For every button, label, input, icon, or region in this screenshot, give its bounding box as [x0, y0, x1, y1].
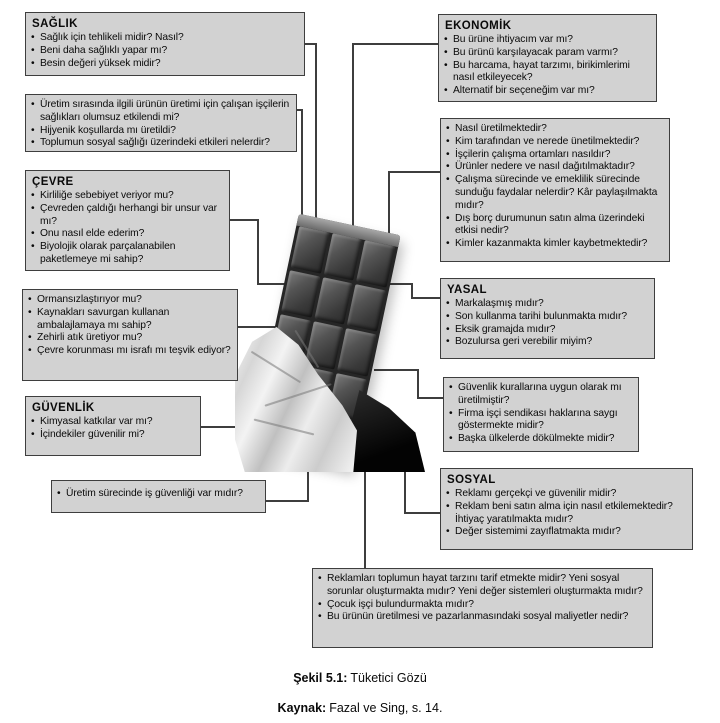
- question-text: Çevre korunması mı israfı mı teşvik ediyor?: [37, 345, 231, 357]
- question-item: [57, 488, 260, 501]
- question-text: Biyolojik olarak parçalanabilen paketlemeye mi sahip?: [40, 241, 176, 265]
- bullet-glyph: •: [446, 500, 450, 512]
- question-text: Nasıl üretilmektedir?: [455, 123, 547, 134]
- question-item: [446, 488, 687, 501]
- question-text: Bu ürünün üretilmesi ve pazarlanmasındaki sosyal maliyetler nedir?: [327, 611, 629, 623]
- bullet-glyph: •: [446, 148, 450, 160]
- question-item: [28, 307, 232, 333]
- bullet-glyph: •: [444, 85, 448, 97]
- box-uretim-standartlari: [443, 377, 639, 452]
- bullet-glyph: •: [31, 44, 35, 56]
- bullet-glyph: •: [31, 124, 35, 136]
- bullet-glyph: •: [446, 488, 450, 499]
- chocolate-chunk: [314, 277, 353, 325]
- box-items: [31, 190, 224, 267]
- bullet-glyph: •: [449, 433, 453, 445]
- bullet-glyph: •: [446, 212, 450, 224]
- chocolate-chunk: [356, 240, 395, 288]
- connector-sosyal-h: [404, 512, 440, 514]
- question-item: [446, 298, 649, 311]
- question-item: [31, 45, 299, 58]
- question-text: Üretim sürecinde iş güvenliği var mıdır?: [66, 488, 243, 499]
- question-item: [446, 526, 687, 539]
- bullet-glyph: •: [446, 161, 450, 173]
- question-text: Eksik gramajda mıdır?: [455, 323, 556, 335]
- question-text: Besin değeri yüksek midir?: [40, 57, 161, 69]
- question-text: Değer sistemimi zayıflatmakta mıdır?: [455, 526, 621, 538]
- bullet-glyph: •: [446, 310, 450, 322]
- question-item: [31, 203, 224, 229]
- question-text: Üretim sırasında ilgili ürünün üretimi için çalışan işçilerin sağlıkları olumsuz etkilendi mi?: [40, 99, 290, 123]
- box-cevre: [25, 170, 230, 271]
- box-items: [57, 488, 260, 501]
- bullet-glyph: •: [446, 174, 450, 186]
- bullet-glyph: •: [446, 135, 450, 147]
- question-item: [446, 324, 649, 337]
- question-text: Ürünler nedere ve nasıl dağıtılmaktadır?: [455, 161, 635, 173]
- question-text: Reklamı gerçekçi ve güvenilir midir?: [455, 488, 617, 499]
- bullet-glyph: •: [446, 123, 450, 134]
- box-items: [444, 34, 651, 98]
- question-text: Dış borç durumunun satın alma üzerindeki etkisi nedir?: [455, 212, 645, 237]
- question-item: [446, 311, 649, 324]
- bullet-glyph: •: [318, 598, 322, 610]
- question-text: Son kullanma tarihi bulunmakta mıdır?: [455, 310, 628, 322]
- question-item: [31, 137, 291, 150]
- bullet-glyph: •: [31, 228, 35, 240]
- figure-caption: [0, 671, 720, 686]
- box-title: ÇEVRE: [32, 176, 74, 188]
- box-title: SAĞLIK: [32, 18, 78, 30]
- chocolate-chunk: [305, 322, 344, 370]
- box-items: [31, 99, 291, 150]
- question-item: [446, 174, 664, 212]
- box-guvenlik: [25, 396, 201, 456]
- chocolate-chunk: [323, 233, 362, 281]
- question-item: [31, 58, 299, 71]
- figure-caption-text: Tüketici Gözü: [350, 671, 427, 685]
- question-text: Onu nasıl elde ederim?: [40, 228, 145, 240]
- box-items: [446, 488, 687, 539]
- question-text: Bozulursa geri verebilir miyim?: [455, 336, 593, 348]
- question-text: Bu ürüne ihtiyacım var mı?: [453, 34, 573, 45]
- question-text: Reklam beni satın alma için nasıl etkilemektedir? İhtiyaç yaratılmakta mıdır?: [455, 500, 673, 525]
- question-item: [28, 332, 232, 345]
- box-ekonomik: [438, 14, 657, 102]
- question-item: [318, 599, 647, 612]
- question-item: [31, 429, 195, 442]
- bullet-glyph: •: [318, 611, 322, 623]
- figure-caption-label: Şekil 5.1:: [293, 671, 348, 685]
- question-text: Kim tarafından ve nerede ünetilmektedir?: [455, 135, 640, 147]
- bullet-glyph: •: [446, 336, 450, 348]
- question-text: Sağlık için tehlikeli midir? Nasıl?: [40, 32, 184, 43]
- question-item: [318, 611, 647, 624]
- question-item: [31, 32, 299, 45]
- bullet-glyph: •: [31, 137, 35, 149]
- chocolate-chunk: [347, 284, 386, 332]
- question-item: [444, 47, 651, 60]
- question-item: [446, 213, 664, 239]
- question-item: [444, 60, 651, 86]
- bullet-glyph: •: [31, 428, 35, 440]
- dark-wrapper: [345, 390, 425, 472]
- box-title: GÜVENLİK: [32, 402, 95, 414]
- chocolate-bar-photo: [233, 198, 448, 472]
- question-item: [28, 294, 232, 307]
- question-item: [446, 123, 664, 136]
- bullet-glyph: •: [449, 382, 453, 393]
- question-text: Beni daha sağlıklı yapar mı?: [40, 44, 168, 56]
- bullet-glyph: •: [444, 59, 448, 71]
- box-yasal: [440, 278, 655, 359]
- bullet-glyph: •: [31, 241, 35, 253]
- box-title: EKONOMİK: [445, 20, 512, 32]
- box-title: SOSYAL: [447, 474, 496, 486]
- question-item: [449, 408, 633, 434]
- bullet-glyph: •: [28, 306, 32, 318]
- box-sosyal: [440, 468, 693, 550]
- question-text: Markalaşmış mıdır?: [455, 298, 544, 309]
- bullet-glyph: •: [449, 407, 453, 419]
- question-text: Reklamları toplumun hayat tarzını tarif etmekte midir? Yeni sosyal sorunlar oluşturmakta mıdır? Yeni değer sistemleri oluşturmakta mıdır?: [327, 573, 643, 597]
- question-text: Toplumun sosyal sağlığı üzerindeki etkileri nelerdir?: [40, 137, 270, 149]
- question-item: [31, 99, 291, 125]
- question-item: [318, 573, 647, 599]
- connector-sosyal-etki-v: [364, 466, 366, 568]
- question-text: Çalışma sürecinde ve emeklilik sürecinde sunduğu faydalar nelerdir? Kâr paylaşılmakta mıdır?: [455, 174, 658, 211]
- bullet-glyph: •: [444, 34, 448, 45]
- source-caption-label: Kaynak:: [277, 701, 327, 715]
- question-text: Çevreden çaldığı herhangi bir unsur var mı?: [40, 202, 217, 227]
- question-item: [446, 336, 649, 349]
- question-item: [446, 136, 664, 149]
- question-text: Ormansızlaştırıyor mu?: [37, 294, 142, 305]
- question-item: [444, 85, 651, 98]
- box-items: [318, 573, 647, 624]
- question-item: [446, 149, 664, 162]
- question-text: Alternatif bir seçeneğim var mı?: [453, 85, 595, 97]
- bullet-glyph: •: [31, 416, 35, 427]
- bullet-glyph: •: [318, 573, 322, 584]
- bullet-glyph: •: [28, 294, 32, 305]
- question-text: İçindekiler güvenilir mi?: [40, 428, 145, 440]
- question-text: Kirliliğe sebebiyet veriyor mu?: [40, 190, 174, 201]
- bullet-glyph: •: [31, 190, 35, 201]
- question-text: Firma işçi sendikası haklarına saygı göstermekte midir?: [458, 407, 618, 432]
- chocolate-chunk: [291, 226, 330, 274]
- bullet-glyph: •: [446, 323, 450, 335]
- question-item: [446, 501, 687, 527]
- chocolate-chunk: [281, 270, 320, 318]
- question-item: [31, 228, 224, 241]
- question-text: Kimler kazanmakta kimler kaybetmektedir?: [455, 238, 648, 250]
- source-caption: [0, 701, 720, 716]
- box-is-guvenligi: [51, 480, 266, 513]
- box-saglik: [25, 12, 305, 76]
- question-item: [31, 416, 195, 429]
- box-sosyal-etki: [312, 568, 653, 648]
- bullet-glyph: •: [57, 488, 61, 499]
- question-item: [446, 238, 664, 251]
- question-text: Kaynakları savurgan kullanan ambalajlamaya mı sahip?: [37, 306, 170, 331]
- source-caption-text: Fazal ve Sing, s. 14.: [329, 701, 443, 715]
- box-title: YASAL: [447, 284, 487, 296]
- question-item: [31, 241, 224, 267]
- question-text: Bu ürünü karşılayacak param varmı?: [453, 46, 618, 58]
- bullet-glyph: •: [446, 298, 450, 309]
- box-cevre-etki: [22, 289, 238, 381]
- bullet-glyph: •: [31, 57, 35, 69]
- question-item: [449, 433, 633, 446]
- question-item: [31, 190, 224, 203]
- question-text: Bu harcama, hayat tarzımı, birikimlerimi nasıl etkileyecek?: [453, 59, 630, 84]
- connector-saglik-v: [315, 43, 317, 223]
- question-text: İşçilerin çalışma ortamları nasıldır?: [455, 148, 611, 160]
- bullet-glyph: •: [28, 345, 32, 357]
- connector-sosyal-v: [404, 466, 406, 514]
- box-items: [446, 123, 664, 251]
- question-item: [31, 125, 291, 138]
- bullet-glyph: •: [446, 238, 450, 250]
- question-item: [446, 161, 664, 174]
- box-items: [449, 382, 633, 446]
- question-text: Güvenlik kurallarına uygun olarak mı üretilmiştir?: [458, 382, 622, 406]
- box-items: [28, 294, 232, 358]
- chocolate-chunk: [338, 329, 377, 377]
- question-item: [28, 345, 232, 358]
- bullet-glyph: •: [31, 99, 35, 110]
- question-text: Kimyasal katkılar var mı?: [40, 416, 153, 427]
- box-saglik-uretim: [25, 94, 297, 152]
- connector-uretim-kosullari-h: [389, 171, 440, 173]
- question-text: Zehirli atık üretiyor mu?: [37, 332, 143, 344]
- box-items: [31, 32, 299, 70]
- box-uretim-kosullari: [440, 118, 670, 262]
- question-text: Çocuk işçi bulundurmakta mıdır?: [327, 598, 474, 610]
- question-item: [444, 34, 651, 47]
- bullet-glyph: •: [31, 32, 35, 43]
- box-items: [446, 298, 649, 349]
- question-text: Başka ülkelerde dökülmekte midir?: [458, 433, 615, 445]
- connector-ekonomik-h: [352, 43, 438, 45]
- question-text: Hijyenik koşullarda mı üretildi?: [40, 124, 176, 136]
- box-items: [31, 416, 195, 442]
- bullet-glyph: •: [444, 46, 448, 58]
- bullet-glyph: •: [31, 202, 35, 214]
- question-item: [449, 382, 633, 408]
- connector-is-guvenligi-h: [265, 500, 309, 502]
- bullet-glyph: •: [28, 332, 32, 344]
- bullet-glyph: •: [446, 526, 450, 538]
